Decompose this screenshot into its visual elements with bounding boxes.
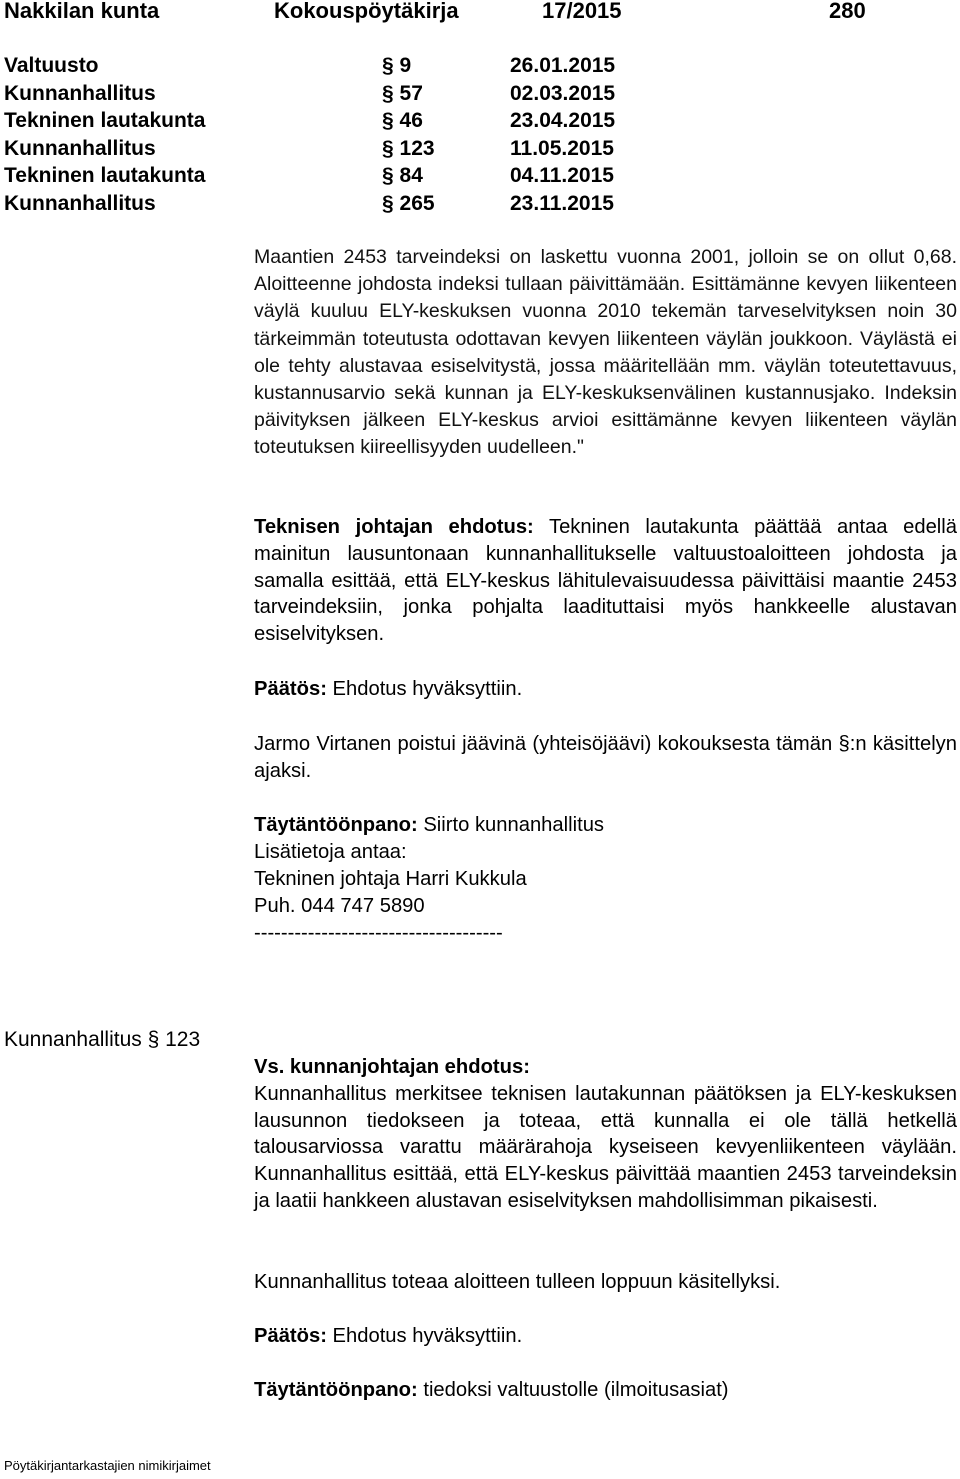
tech-execution-text: Siirto kunnanhallitus (417, 814, 605, 836)
board-decision-label: Päätös: (254, 1325, 327, 1347)
board-decision (254, 1323, 957, 1350)
reference-section: § 265 (382, 191, 435, 215)
reference-section: § 123 (382, 136, 435, 160)
tech-execution (254, 812, 957, 947)
municipality-name: Nakkilan kunta (4, 0, 160, 23)
reference-body: Kunnanhallitus (4, 136, 156, 160)
ely-statement (254, 244, 957, 462)
info-person: Tekninen johtaja Harri Kukkula (254, 868, 527, 890)
reference-date: 11.05.2015 (510, 136, 614, 160)
tech-decision-label: Päätös: (254, 678, 327, 700)
reference-section: § 9 (382, 54, 412, 77)
reference-date: 04.11.2015 (510, 164, 614, 187)
info-phone: Puh. 044 747 5890 (254, 895, 425, 917)
board-decision-text: Ehdotus hyväksyttiin. (326, 1325, 523, 1347)
tech-execution-label: Täytäntöönpano: (254, 814, 418, 836)
reference-section: § 84 (382, 164, 423, 187)
board-proposal-text: Kunnanhallitus merkitsee teknisen lautakunnan päätöksen ja ELY-keskuksen lausunnon tiedokseen ja toteaa, että kunnalla ei ole tällä hetkellä talousarviossa varattu määrärahoja kyseiseen kevyenliikenteen väylään. Kunnanhallitus esittää, että ELY-keskus päivittää maantien 2453 tarveindeksin ja laatii hankkeen alustavan esiselvityksen mahdollisimman pikaisesti. (254, 1082, 957, 1212)
recusal-note (254, 731, 957, 785)
board-proposal (254, 1054, 957, 1215)
ely-statement-text: Maantien 2453 tarveindeksi on laskettu vuonna 2001, jolloin se on ollut 0,68. Aloitteenne johdosta indeksi tullaan päivittämään. Esittämänne kevyen liikenteen väylä kuuluu ELY-keskuksen vuonna 2010 tekemän tarveselvityksen noin 30 tärkeimmän toteutusta odottavan kevyen liikenteen väylän joukkoon. Väylästä ei ole tehty alustavaa esiselvitystä, jossa määritellään mm. väylän toteutettavuus, kustannusarvio sekä kunnan ja ELY-keskuksenvälinen kustannusjako. Indeksin päivityksen jälkeen ELY-keskus arvioi esittämänne kevyen liikenteen väylän toteutuksen kiireellisyyden uudelleen." (254, 246, 957, 459)
board-execution (254, 1377, 957, 1404)
tech-proposal-label: Teknisen johtajan ehdotus: (254, 516, 534, 538)
reference-body: Kunnanhallitus (4, 191, 156, 215)
reference-body: Valtuusto (4, 54, 99, 77)
section-separator: ------------------------------------- (254, 922, 503, 944)
tech-decision (254, 676, 957, 703)
reference-section: § 46 (382, 109, 423, 132)
reference-date: 23.04.2015 (510, 109, 616, 132)
reference-section: § 57 (382, 81, 423, 105)
board-statement-text: Kunnanhallitus toteaa aloitteen tulleen loppuun käsitellyksi. (254, 1271, 781, 1293)
reference-date: 02.03.2015 (510, 81, 616, 105)
document-number: 17/2015 (542, 0, 622, 23)
board-proposal-label: Vs. kunnanjohtajan ehdotus: (254, 1056, 530, 1078)
reference-body: Tekninen lautakunta (4, 164, 206, 187)
reference-date: 26.01.2015 (510, 54, 616, 77)
reference-body: Kunnanhallitus (4, 81, 156, 105)
board-execution-label: Täytäntöönpano: (254, 1379, 418, 1401)
tech-proposal (254, 514, 957, 648)
tech-decision-text: Ehdotus hyväksyttiin. (326, 678, 523, 700)
info-label: Lisätietoja antaa: (254, 841, 407, 863)
tech-proposal-paragraph (254, 514, 957, 648)
tech-proposal-text: Tekninen lautakunta päättää antaa edellä mainitun lausuntonaan kunnanhallitukselle valtuustoaloitteen johdosta ja samalla esittää, että ELY-keskus lähitulevaisuudessa päivittäisi maantie 2453 tarveindeksiin, jonka pohjalta laadituttaisi myös hankkeelle alustavan esiselvityksen. (254, 516, 957, 646)
page-number: 280 (829, 0, 866, 23)
page-footer: Pöytäkirjantarkastajien nimikirjaimet (4, 1458, 211, 1473)
reference-date: 23.11.2015 (510, 191, 614, 215)
reference-body: Tekninen lautakunta (4, 109, 206, 132)
board-statement (254, 1269, 957, 1296)
document-type: Kokouspöytäkirja (274, 0, 459, 23)
board-section-label: Kunnanhallitus § 123 (4, 1028, 201, 1051)
board-execution-text: tiedoksi valtuustolle (ilmoitusasiat) (417, 1379, 729, 1401)
recusal-text: Jarmo Virtanen poistui jäävinä (yhteisöjäävi) kokouksesta tämän §:n käsittelyn ajaksi. (254, 733, 957, 782)
